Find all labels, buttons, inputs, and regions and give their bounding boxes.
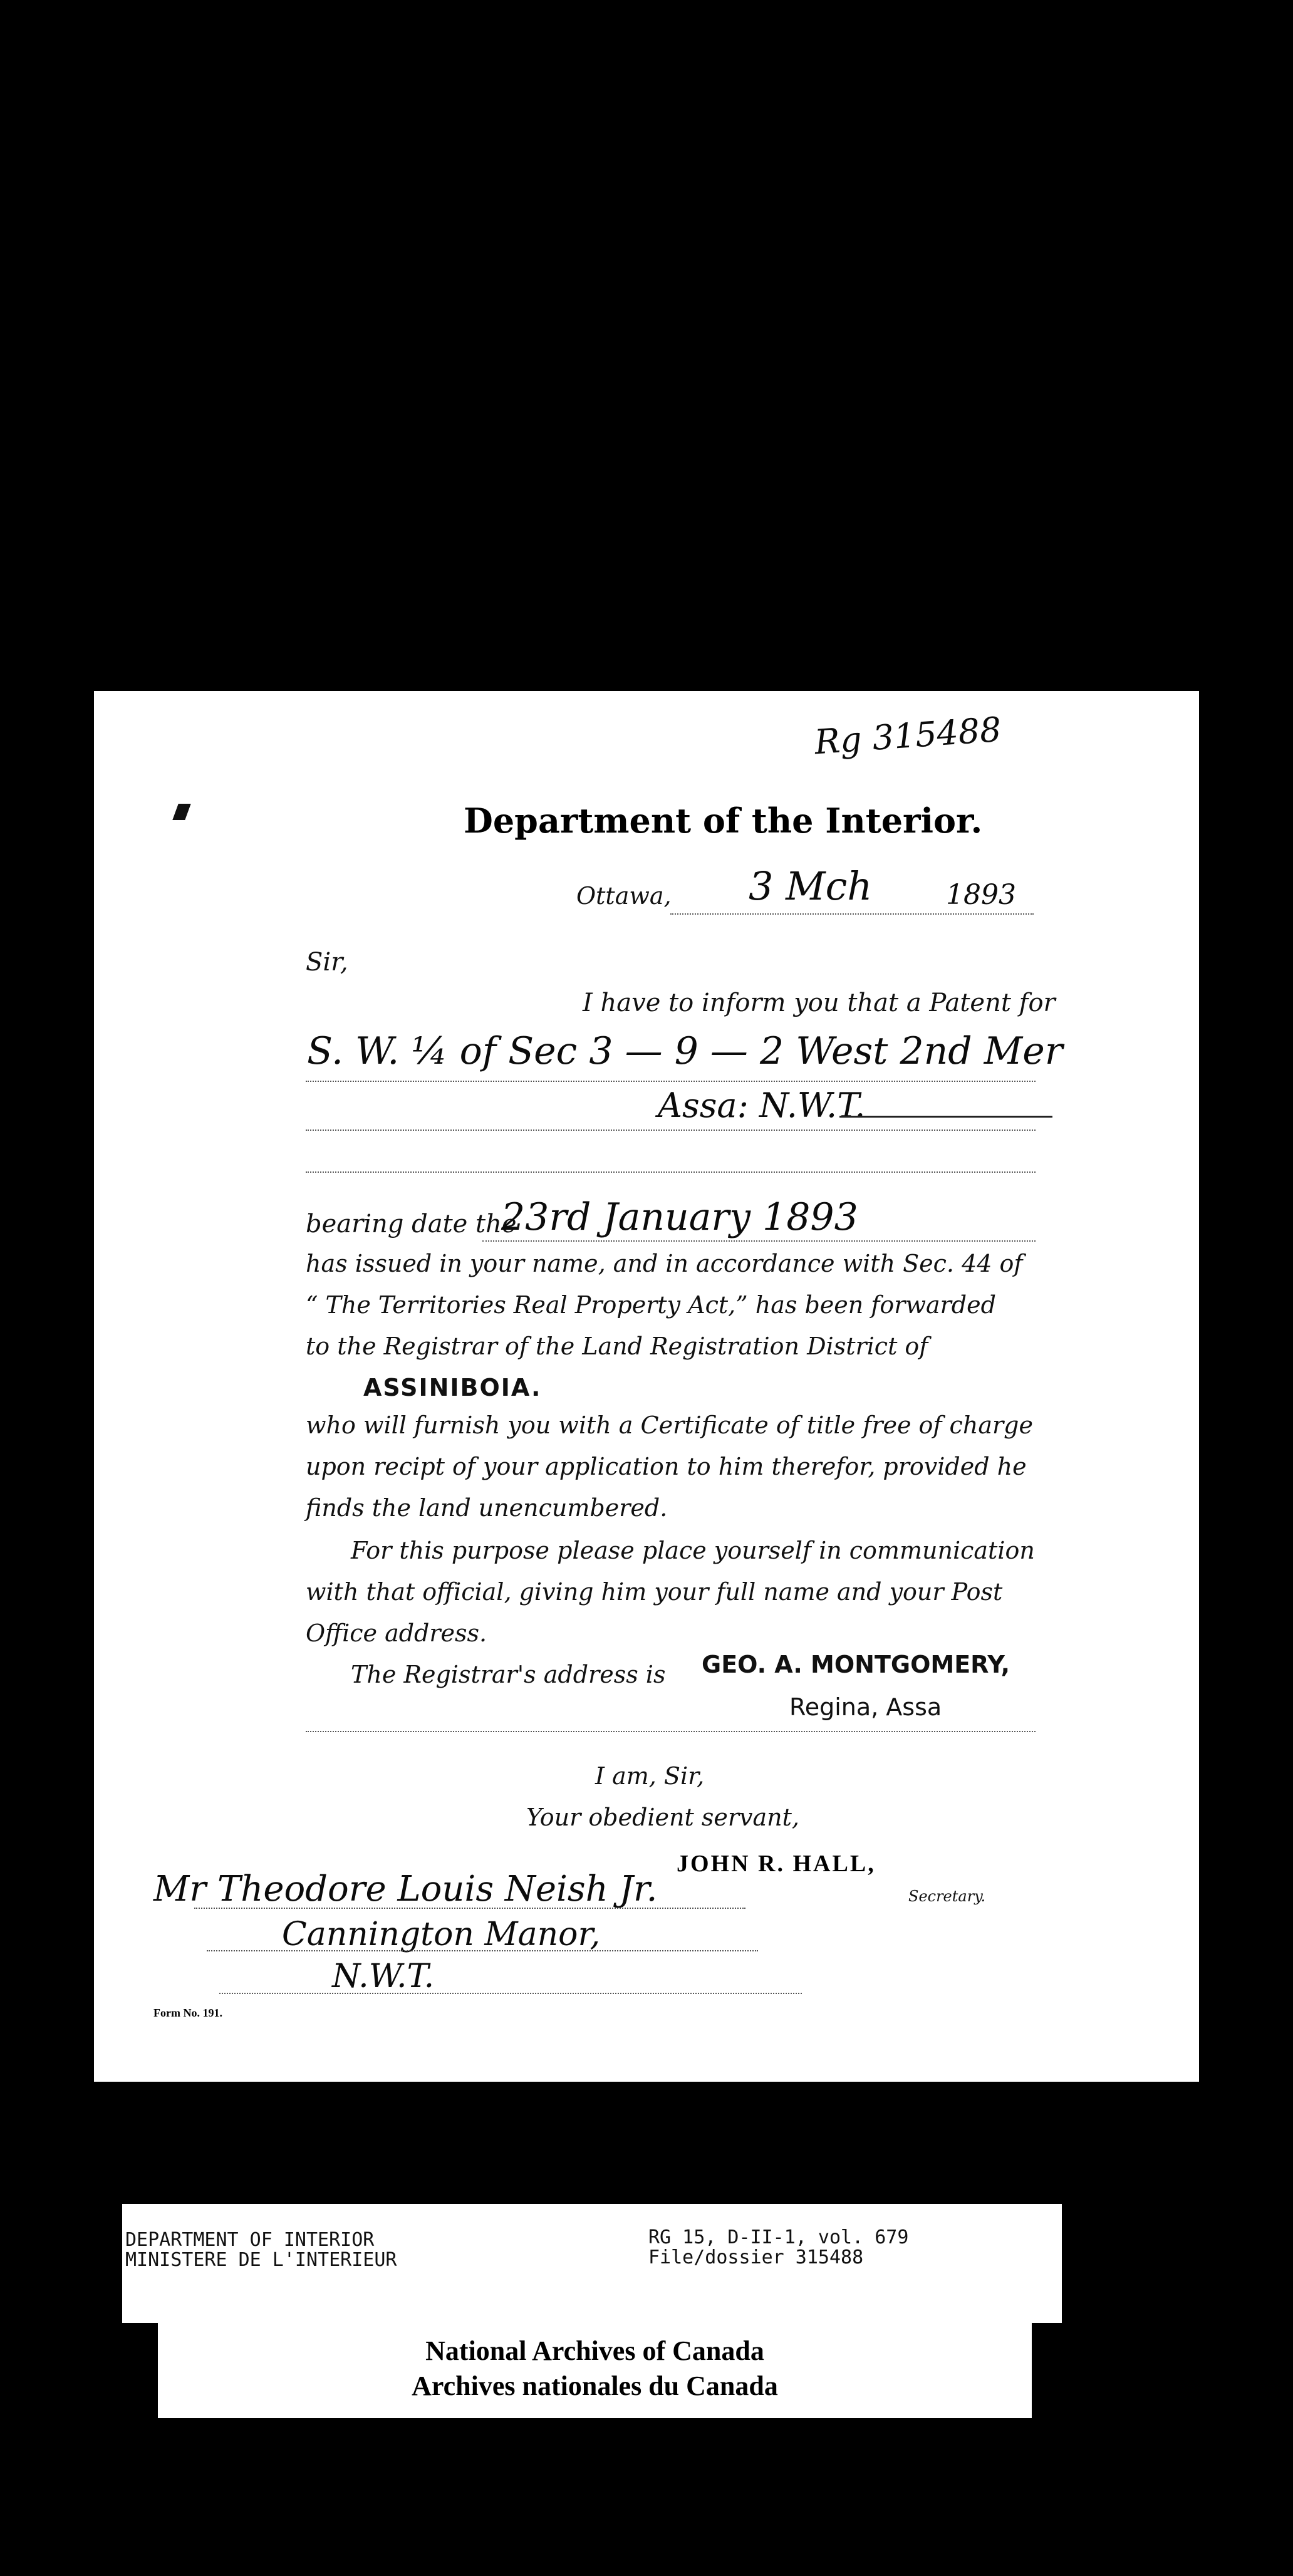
- purpose-line-2: with that official, giving him your full name and your Post: [306, 1578, 1003, 1606]
- bearing-date-value: 23rd January 1893: [501, 1195, 858, 1239]
- body-line-5: upon recipt of your application to him therefor, provided he: [306, 1453, 1027, 1480]
- archive-dept-fr: MINISTERE DE L'INTERIEUR: [125, 2249, 397, 2271]
- addressee-line2: Cannington Manor,: [282, 1916, 601, 1953]
- purpose-line-1: For this purpose please place yourself in communication: [351, 1537, 1035, 1564]
- archive-reference-strip: [122, 2204, 1062, 2323]
- body-line-2: “ The Territories Real Property Act,” has been forwarded: [306, 1291, 996, 1319]
- archive-label-fr: Archives nationales du Canada: [412, 2371, 778, 2401]
- land-description-line2: Assa: N.W.T.: [658, 1086, 866, 1125]
- date-line: [670, 913, 1034, 915]
- body-line-3: to the Registrar of the Land Registration District of: [306, 1332, 928, 1360]
- intro-text: I have to inform you that a Patent for: [583, 989, 1056, 1017]
- bearing-date-label: bearing date the: [306, 1210, 517, 1239]
- closing-line-1: I am, Sir,: [595, 1762, 705, 1790]
- registrar-dotline: [306, 1731, 1036, 1732]
- land-dotline-2: [306, 1130, 1036, 1131]
- reference-number: Rg 315488: [813, 709, 1003, 762]
- land-solid-line: [839, 1116, 1052, 1118]
- addressee-dotline-2: [207, 1950, 758, 1951]
- district-stamp: ASSINIBOIA.: [363, 1374, 542, 1401]
- date-year: 1893: [946, 879, 1016, 911]
- land-dotline-1: [306, 1081, 1036, 1082]
- place-label: Ottawa,: [576, 882, 672, 910]
- body-line-1: has issued in your name, and in accordance with Sec. 44 of: [306, 1250, 1023, 1277]
- date-written: 3 Mch: [749, 863, 873, 909]
- purpose-line-3: Office address.: [306, 1619, 487, 1647]
- corner-mark: [172, 804, 190, 820]
- body-line-4: who will furnish you with a Certificate of title free of charge: [306, 1411, 1033, 1439]
- signer-name: JOHN R. HALL,: [677, 1851, 876, 1877]
- addressee-dotline-3: [219, 1993, 802, 1994]
- body-line-6: finds the land unencumbered.: [306, 1494, 668, 1522]
- archive-ref-rg: RG 15, D-II-1, vol. 679: [648, 2226, 909, 2248]
- addressee-line3: N.W.T.: [332, 1958, 435, 1995]
- land-dotline-3: [306, 1171, 1036, 1173]
- closing-line-2: Your obedient servant,: [526, 1804, 799, 1831]
- bearing-dotline: [482, 1240, 1036, 1242]
- addressee-line1: Mr Theodore Louis Neish Jr.: [153, 1869, 658, 1909]
- document-page: [94, 691, 1199, 2082]
- registrar-label: The Registrar's address is: [351, 1661, 666, 1688]
- archive-ref-file: File/dossier 315488: [648, 2246, 864, 2268]
- page-title: Department of the Interior.: [464, 801, 983, 841]
- archive-dept-en: DEPARTMENT OF INTERIOR: [125, 2229, 375, 2251]
- archive-label-en: National Archives of Canada: [425, 2335, 764, 2366]
- registrar-name: GEO. A. MONTGOMERY,: [702, 1651, 1010, 1678]
- archive-label: [158, 2321, 1032, 2418]
- signer-title: Secretary.: [908, 1888, 986, 1905]
- registrar-place: Regina, Assa: [789, 1693, 942, 1721]
- addressee-dotline-1: [194, 1908, 745, 1909]
- form-number: Form No. 191.: [153, 2007, 222, 2019]
- land-description-line1: S. W. ¼ of Sec 3 — 9 — 2 West 2nd Mer: [307, 1029, 1063, 1073]
- salutation: Sir,: [306, 948, 348, 977]
